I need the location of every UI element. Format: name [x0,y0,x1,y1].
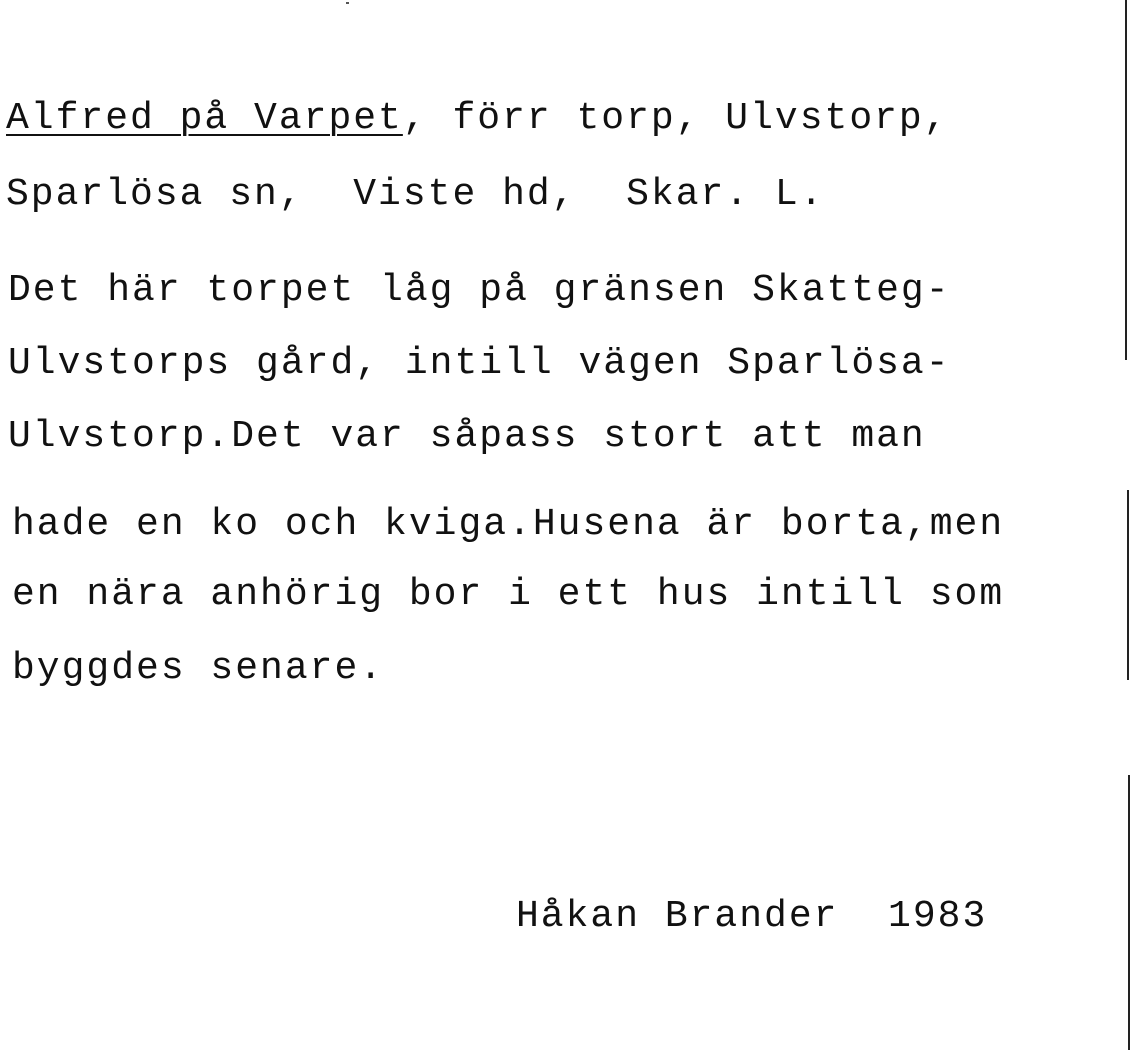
body-line-3: Ulvstorp.Det var såpass stort att man [8,415,926,458]
signature: Håkan Brander 1983 [516,895,988,938]
location-line: Sparlösa sn, Viste hd, Skar. L. [6,173,825,216]
body-line-2: Ulvstorps gård, intill vägen Sparlösa- [8,342,951,385]
body-line-1: Det här torpet låg på gränsen Skatteg- [8,269,951,312]
heading-name: Alfred på Varpet [6,97,403,140]
heading-rest: , förr torp, Ulvstorp, [402,97,949,140]
body-line-4: hade en ko och kviga.Husena är borta,men [12,503,1005,546]
scan-speck [346,2,349,4]
right-edge-mark-middle [1127,490,1129,680]
right-edge-mark-bottom [1128,775,1130,1050]
body-line-5: en nära anhörig bor i ett hus intill som [12,573,1005,616]
body-line-6: byggdes senare. [12,647,385,690]
heading-line [6,97,949,140]
right-edge-mark-top [1125,0,1127,360]
